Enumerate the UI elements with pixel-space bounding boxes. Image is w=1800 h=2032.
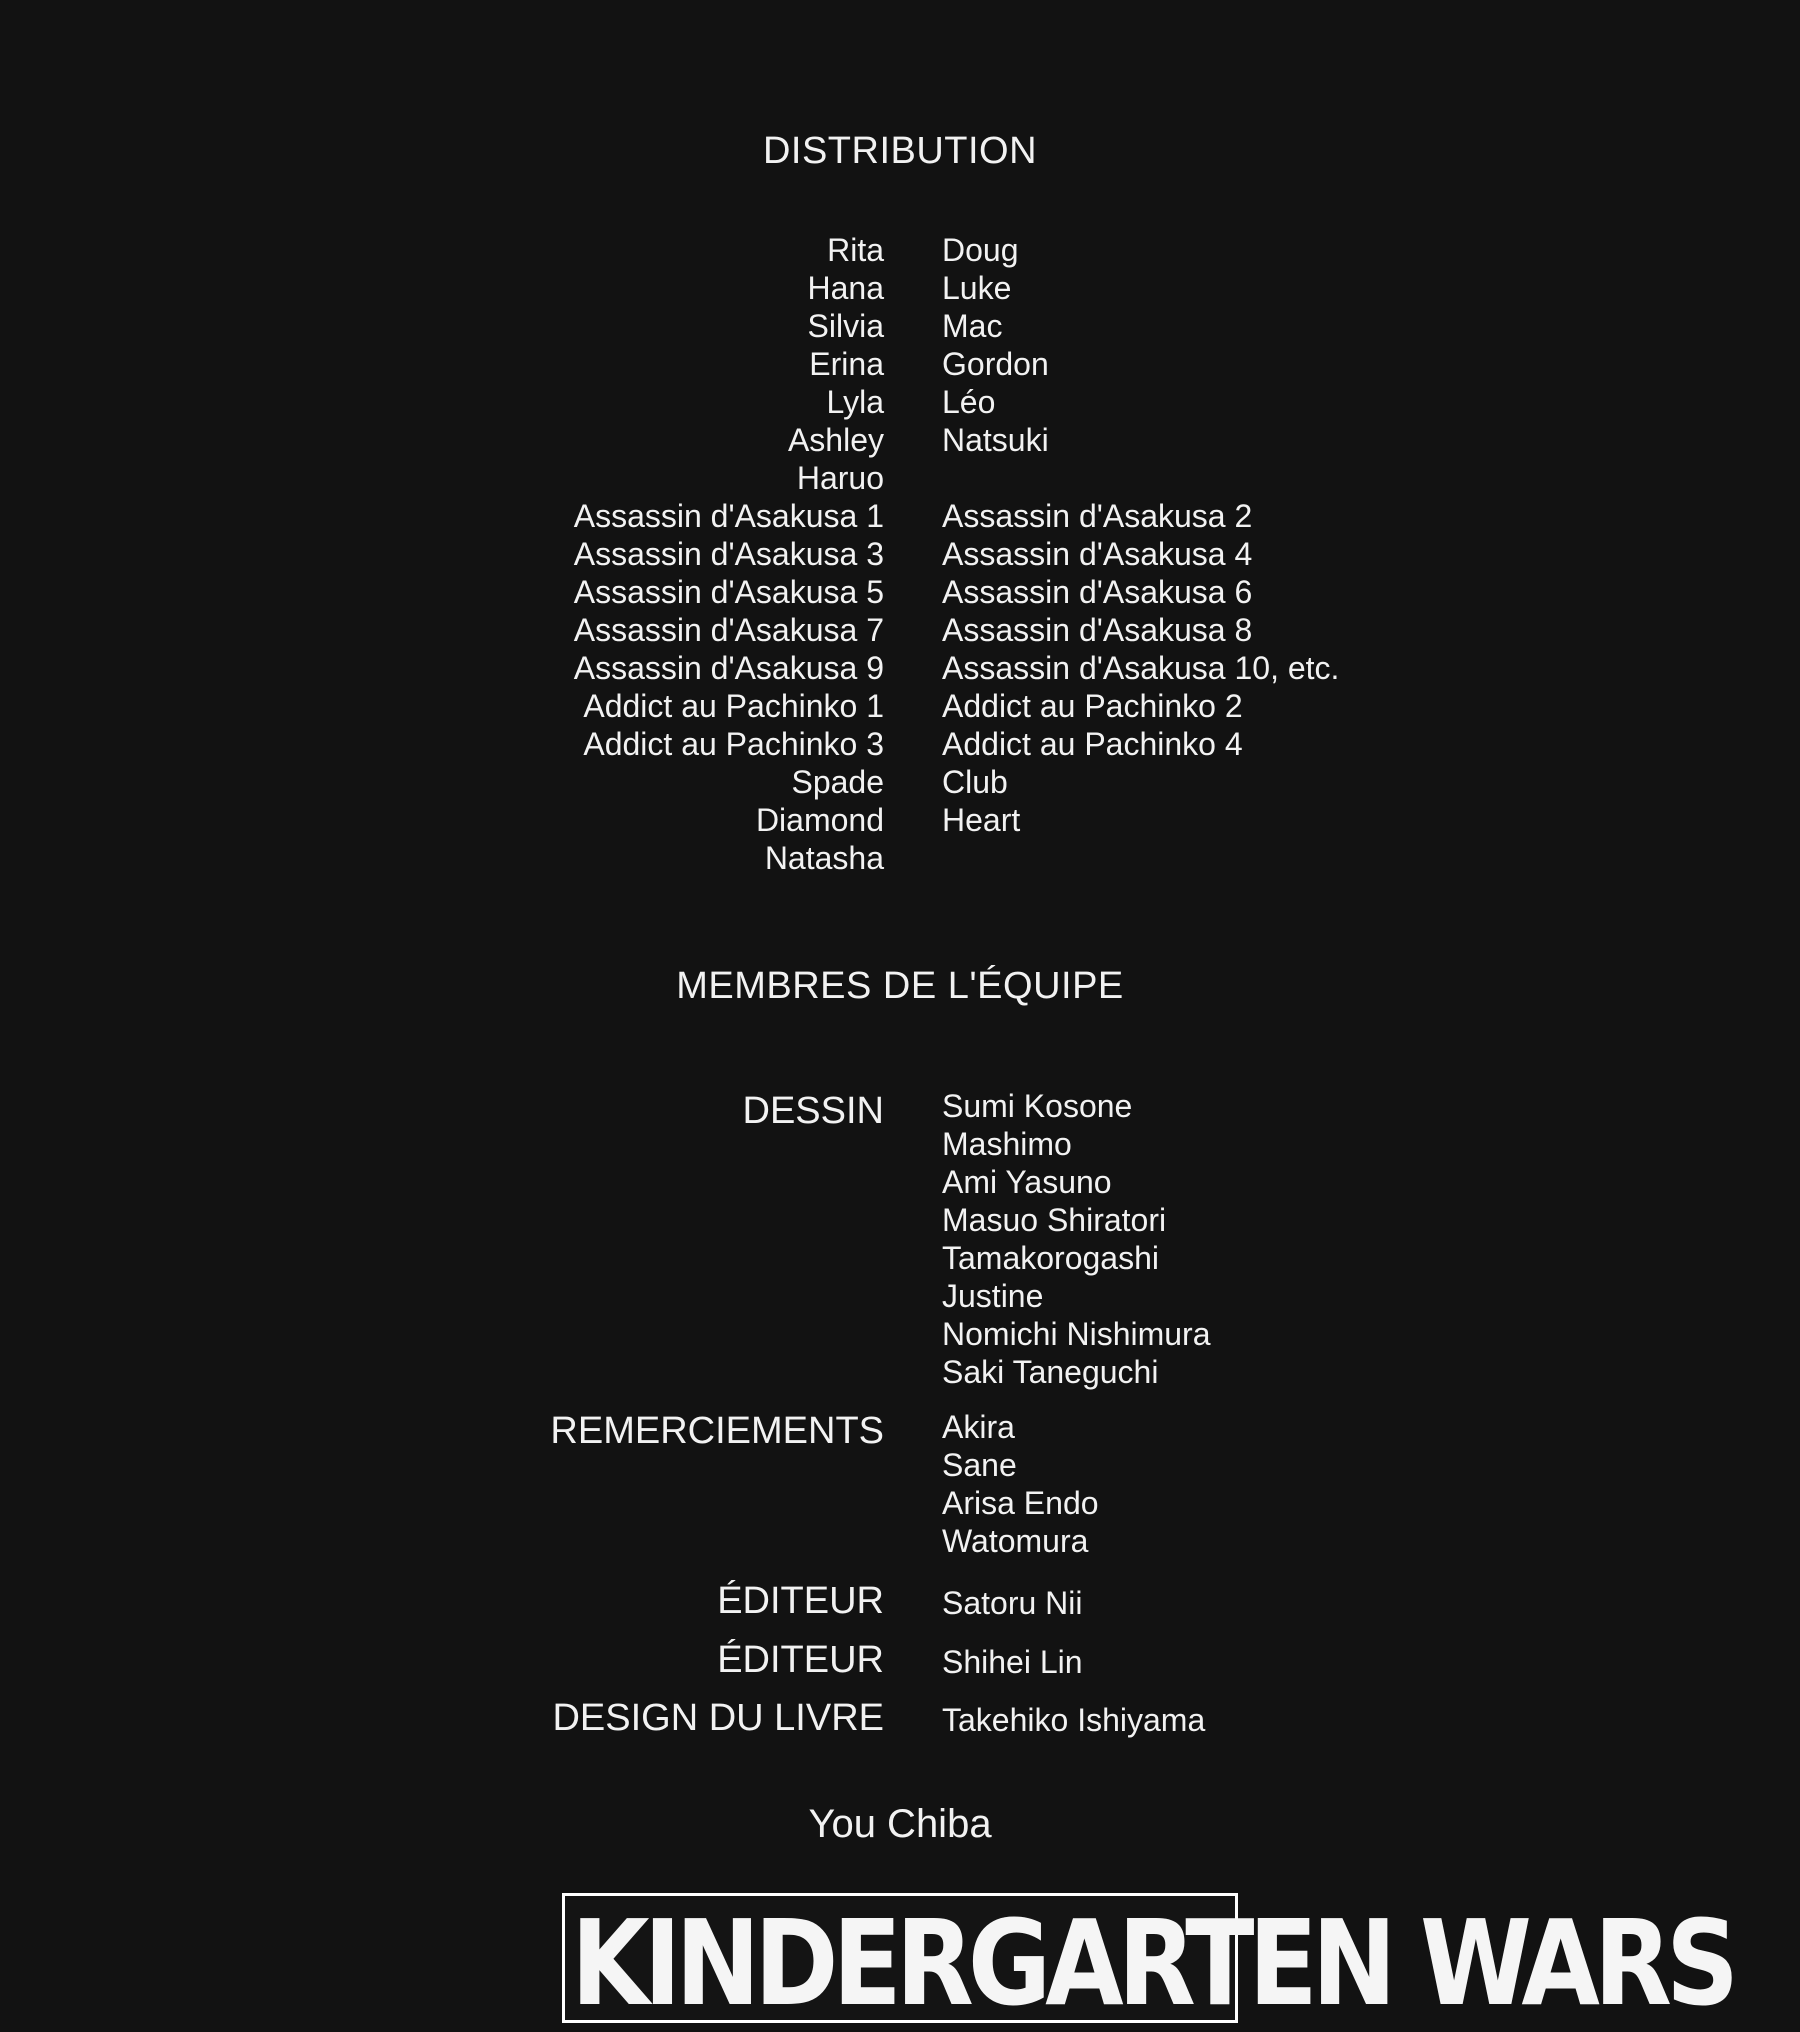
cast-character-right: Addict au Pachinko 4 — [942, 726, 1243, 762]
crew-member-name: Sumi Kosone — [942, 1088, 1133, 1124]
cast-character-right: Natsuki — [942, 422, 1049, 458]
cast-character-left: Natasha — [764, 840, 884, 876]
crew-member-name: Arisa Endo — [942, 1485, 1099, 1521]
role-label: DESIGN DU LIVRE — [552, 1697, 884, 1739]
name-list — [942, 1584, 1083, 1622]
role-label: DESSIN — [742, 1090, 884, 1132]
cast-character-right: Club — [942, 764, 1008, 800]
cast-row — [0, 497, 1800, 535]
cast-character-left: Hana — [807, 270, 884, 306]
cast-character-right: Gordon — [942, 346, 1049, 382]
cast-row — [0, 839, 1800, 877]
cast-character-right: Doug — [942, 232, 1019, 268]
cast-row — [0, 383, 1800, 421]
name-list — [942, 1701, 1205, 1739]
cast-character-right: Assassin d'Asakusa 6 — [942, 574, 1253, 610]
cast-row — [0, 421, 1800, 459]
crew-member-name: Akira — [942, 1409, 1015, 1445]
crew-member-name: Nomichi Nishimura — [942, 1316, 1211, 1352]
cast-character-left: Silvia — [807, 308, 884, 344]
cast-row — [0, 687, 1800, 725]
cast-character-right: Léo — [942, 384, 996, 420]
crew-member-name: Saki Taneguchi — [942, 1354, 1159, 1390]
cast-row — [0, 801, 1800, 839]
name-list — [942, 1087, 1211, 1391]
cast-character-right: Assassin d'Asakusa 8 — [942, 612, 1253, 648]
cast-row — [0, 459, 1800, 497]
crew-member-name: Tamakorogashi — [942, 1240, 1159, 1276]
cast-character-left: Haruo — [796, 460, 884, 496]
cast-row — [0, 725, 1800, 763]
cast-character-right: Luke — [942, 270, 1012, 306]
cast-character-left: Assassin d'Asakusa 5 — [573, 574, 884, 610]
crew-member-name: Mashimo — [942, 1126, 1072, 1162]
cast-character-left: Ashley — [787, 422, 884, 458]
cast-character-left: Lyla — [826, 384, 884, 420]
cast-character-left: Assassin d'Asakusa 9 — [573, 650, 884, 686]
distribution-title: DISTRIBUTION — [762, 130, 1038, 172]
cast-row — [0, 763, 1800, 801]
cast-character-right: Assassin d'Asakusa 2 — [942, 498, 1253, 534]
cast-character-right: Assassin d'Asakusa 4 — [942, 536, 1253, 572]
role-label: ÉDITEUR — [717, 1580, 884, 1622]
crew-member-name: Satoru Nii — [942, 1585, 1083, 1621]
name-list — [942, 1408, 1099, 1560]
cast-row — [0, 649, 1800, 687]
cast-character-right: Heart — [942, 802, 1021, 838]
cast-character-left: Assassin d'Asakusa 3 — [573, 536, 884, 572]
kindergarten-wars-logo — [562, 1893, 1734, 2032]
author-name: You Chiba — [808, 1802, 992, 1846]
cast-character-left: Diamond — [755, 802, 884, 838]
cast-character-left: Addict au Pachinko 1 — [583, 688, 884, 724]
cast-character-left: Rita — [827, 232, 884, 268]
cast-character-left: Erina — [809, 346, 884, 382]
role-label: REMERCIEMENTS — [550, 1410, 884, 1452]
crew-title: MEMBRES DE L'ÉQUIPE — [676, 965, 1124, 1007]
cast-character-left: Assassin d'Asakusa 7 — [573, 612, 884, 648]
role-label: ÉDITEUR — [717, 1639, 884, 1681]
cast-row — [0, 269, 1800, 307]
cast-character-right: Mac — [942, 308, 1003, 344]
crew-member-name: Justine — [942, 1278, 1044, 1314]
cast-character-left: Assassin d'Asakusa 1 — [573, 498, 884, 534]
cast-character-left: Addict au Pachinko 3 — [583, 726, 884, 762]
crew-member-name: Ami Yasuno — [942, 1164, 1112, 1200]
crew-member-name: Shihei Lin — [942, 1644, 1083, 1680]
cast-row — [0, 535, 1800, 573]
cast-row — [0, 573, 1800, 611]
cast-list — [0, 231, 1800, 877]
crew-member-name: Masuo Shiratori — [942, 1202, 1167, 1238]
cast-character-right: Addict au Pachinko 2 — [942, 688, 1243, 724]
cast-character-left: Spade — [791, 764, 884, 800]
cast-character-right: Assassin d'Asakusa 10, etc. — [942, 650, 1340, 686]
crew-member-name: Takehiko Ishiyama — [942, 1702, 1206, 1738]
name-list — [942, 1643, 1083, 1681]
cast-row — [0, 611, 1800, 649]
cast-row — [0, 307, 1800, 345]
cast-row — [0, 345, 1800, 383]
crew-member-name: Watomura — [942, 1523, 1089, 1559]
crew-member-name: Sane — [942, 1447, 1017, 1483]
cast-row — [0, 231, 1800, 269]
logo-text: KINDERGARTEN WARS — [571, 1894, 1734, 2032]
